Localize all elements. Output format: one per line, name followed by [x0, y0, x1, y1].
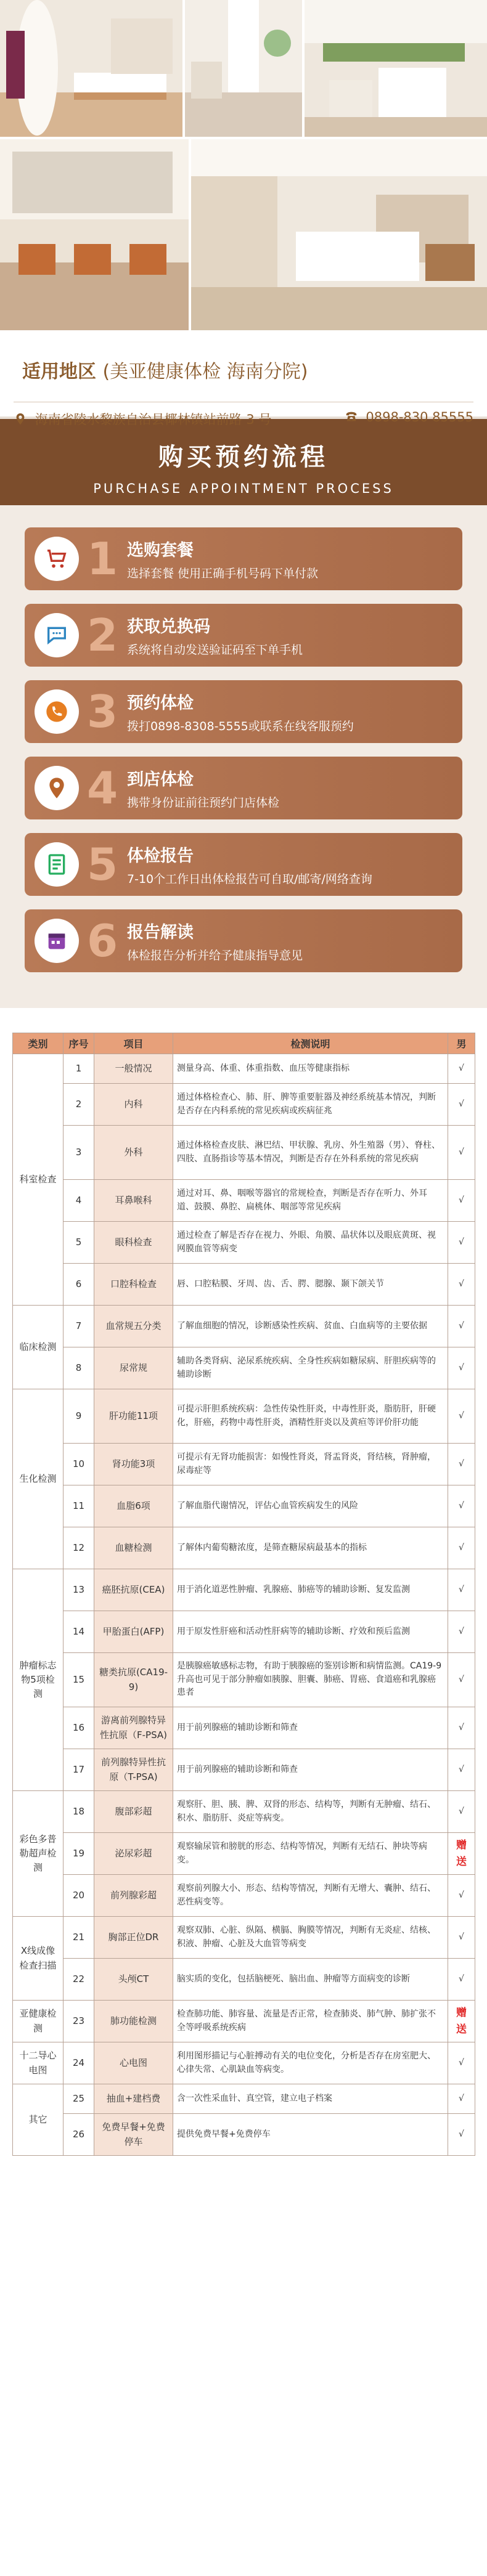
male-availability: √: [448, 1569, 475, 1611]
row-number: 25: [63, 2084, 94, 2114]
step-description: 7-10个工作日出体检报告可自取/邮寄/网络查询: [127, 872, 372, 886]
male-availability: √: [448, 2114, 475, 2156]
process-step: [25, 757, 462, 819]
step-text: [127, 613, 303, 657]
male-availability: 赠送: [448, 1833, 475, 1875]
exam-item: 外科: [94, 1126, 173, 1180]
process-step: [25, 909, 462, 972]
phone-icon: [35, 689, 79, 734]
category-cell: 其它: [13, 2084, 63, 2156]
step-description: 携带身份证前往预约门店体检: [127, 796, 280, 810]
header-category: 类别: [13, 1033, 63, 1054]
table-row: [13, 1444, 475, 1485]
exam-item: 肺功能检测: [94, 2001, 173, 2042]
step-description: 选择套餐 使用正确手机号码下单付款: [127, 567, 319, 580]
male-availability: √: [448, 1222, 475, 1264]
row-number: 21: [63, 1917, 94, 1959]
step-title: 选购套餐: [127, 541, 194, 560]
location-label: 适用地区: [22, 361, 96, 383]
table-row: [13, 1084, 475, 1126]
male-availability: √: [448, 1707, 475, 1749]
process-header: [0, 419, 487, 505]
table-row: [13, 2001, 475, 2042]
row-number: 10: [63, 1444, 94, 1485]
phone-number: 0898-830 85555: [366, 410, 473, 425]
row-number: 23: [63, 2001, 94, 2042]
row-number: 5: [63, 1222, 94, 1264]
male-availability: √: [448, 1126, 475, 1180]
table-row: [13, 1527, 475, 1569]
male-availability: √: [448, 2084, 475, 2114]
telephone-icon: [345, 410, 358, 423]
male-availability: √: [448, 1749, 475, 1791]
exam-table-section: [0, 1008, 487, 2168]
exam-description: 用于原发性肝癌和活动性肝病等的辅助诊断、疗效和预后监测: [173, 1611, 448, 1653]
step-title: 到店体检: [127, 770, 194, 789]
step-text: [127, 689, 354, 734]
exam-item: 心电图: [94, 2042, 173, 2084]
exam-description: 脑实质的变化，包括脑梗死、脑出血、肿瘤等方面病变的诊断: [173, 1959, 448, 2001]
table-row: [13, 1833, 475, 1875]
row-number: 4: [63, 1180, 94, 1222]
exam-item: 癌胚抗原(CEA): [94, 1569, 173, 1611]
location-pin-icon: [35, 766, 79, 810]
table-row: [13, 1569, 475, 1611]
table-row: [13, 1264, 475, 1306]
phone[interactable]: [345, 410, 473, 428]
exam-description: 了解血细胞的情况，诊断感染性疾病、贫血、白血病等的主要依据: [173, 1306, 448, 1347]
hallway-photo: [185, 0, 302, 137]
row-number: 24: [63, 2042, 94, 2084]
process-step: [25, 680, 462, 743]
male-availability: √: [448, 1959, 475, 2001]
male-availability: √: [448, 1347, 475, 1389]
step-title: 报告解读: [127, 923, 194, 942]
table-row: [13, 1917, 475, 1959]
male-availability: √: [448, 1180, 475, 1222]
exam-description: 了解血脂代谢情况，评估心血管疾病发生的风险: [173, 1485, 448, 1527]
process-step: [25, 527, 462, 590]
step-title: 获取兑换码: [127, 617, 210, 636]
process-steps: [0, 505, 487, 972]
process-subtitle: PURCHASE APPOINTMENT PROCESS: [93, 481, 394, 496]
step-description: 体检报告分析并给予健康指导意见: [127, 949, 303, 962]
exam-description: 了解体内葡萄糖浓度，是筛查糖尿病最基本的指标: [173, 1527, 448, 1569]
male-availability: 赠送: [448, 2001, 475, 2042]
row-number: 14: [63, 1611, 94, 1653]
category-cell: 肿瘤标志物5项检测: [13, 1569, 63, 1791]
report-icon: [35, 842, 79, 887]
exam-description: 是胰腺癌敏感标志物，有助于胰腺癌的鉴别诊断和病情监测。CA19-9升高也可见于部分肿瘤如胰腺、胆囊、肺癌、胃癌、食道癌和乳腺癌患者: [173, 1653, 448, 1707]
exam-item: 血常规五分类: [94, 1306, 173, 1347]
male-availability: √: [448, 1527, 475, 1569]
row-number: 6: [63, 1264, 94, 1306]
table-row: [13, 1485, 475, 1527]
exam-description: 测量身高、体重、体重指数、血压等健康指标: [173, 1054, 448, 1084]
address: [14, 410, 271, 428]
step-text: [127, 766, 279, 810]
exam-item: 肾功能3项: [94, 1444, 173, 1485]
category-cell: 科室检查: [13, 1054, 63, 1306]
step-number: 5: [86, 839, 118, 890]
exam-description: 通过对耳、鼻、咽喉等器官的常规检查，判断是否存在听力、外耳道、鼓膜、鼻腔、扁桃体、咽部等常见疾病: [173, 1180, 448, 1222]
category-cell: X线成像检查扫描: [13, 1917, 63, 2001]
male-availability: √: [448, 2042, 475, 2084]
row-number: 22: [63, 1959, 94, 2001]
step-title: 体检报告: [127, 847, 194, 866]
location-title: [14, 356, 473, 383]
row-number: 18: [63, 1791, 94, 1833]
exam-item: 内科: [94, 1084, 173, 1126]
male-availability: √: [448, 1791, 475, 1833]
male-availability: √: [448, 1653, 475, 1707]
exam-description: 提供免费早餐+免费停车: [173, 2114, 448, 2156]
exam-item: 免费早餐+免费停车: [94, 2114, 173, 2156]
row-number: 11: [63, 1485, 94, 1527]
branch-name: (美亚健康体检 海南分院): [102, 361, 308, 383]
exam-description: 用于前列腺癌的辅助诊断和筛查: [173, 1749, 448, 1791]
step-description: 系统将自动发送验证码至下单手机: [127, 643, 303, 657]
exam-description: 用于前列腺癌的辅助诊断和筛查: [173, 1707, 448, 1749]
exam-item: 游离前列腺特异性抗原（F-PSA): [94, 1707, 173, 1749]
male-availability: √: [448, 1264, 475, 1306]
table-row: [13, 1389, 475, 1444]
table-row: [13, 1180, 475, 1222]
table-row: [13, 2114, 475, 2156]
table-row: [13, 1054, 475, 1084]
step-text: [127, 919, 303, 963]
exam-description: 用于消化道恶性肿瘤、乳腺癌、肺癌等的辅助诊断、复发监测: [173, 1569, 448, 1611]
header-item: 项目: [94, 1033, 173, 1054]
exam-items-table: [12, 1033, 475, 2156]
table-row: [13, 1749, 475, 1791]
table-row: [13, 1959, 475, 2001]
exam-item: 血糖检测: [94, 1527, 173, 1569]
row-number: 7: [63, 1306, 94, 1347]
row-number: 8: [63, 1347, 94, 1389]
exam-description: 可提示有无肾功能损害：如慢性肾炎，肾盂肾炎，肾结核，肾肿瘤，尿毒症等: [173, 1444, 448, 1485]
male-availability: √: [448, 1444, 475, 1485]
exam-description: 观察输尿管和膀胱的形态、结构等情况，判断有无结石、肿块等病变。: [173, 1833, 448, 1875]
row-number: 20: [63, 1875, 94, 1917]
exam-description: 检查肺功能、肺容量、流量是否正常，检查肺炎、肺气肿、肺扩张不全等呼吸系统疾病: [173, 2001, 448, 2042]
process-step: [25, 604, 462, 667]
row-number: 26: [63, 2114, 94, 2156]
exam-item: 耳鼻喉科: [94, 1180, 173, 1222]
table-row: [13, 1222, 475, 1264]
row-number: 17: [63, 1749, 94, 1791]
step-title: 预约体检: [127, 694, 194, 713]
male-availability: √: [448, 1917, 475, 1959]
header-number: 序号: [63, 1033, 94, 1054]
exam-item: 头颅CT: [94, 1959, 173, 2001]
category-cell: 十二导心电图: [13, 2042, 63, 2084]
category-cell: 彩色多普勒超声检测: [13, 1791, 63, 1917]
exam-item: 泌尿彩超: [94, 1833, 173, 1875]
header-description: 检测说明: [173, 1033, 448, 1054]
exam-item: 眼科检查: [94, 1222, 173, 1264]
exam-description: 利用图形描记与心脏搏动有关的电位变化，分析是否存在房室肥大、心律失常、心肌缺血等病变。: [173, 2042, 448, 2084]
table-row: [13, 1306, 475, 1347]
table-row: [13, 1126, 475, 1180]
male-availability: √: [448, 1389, 475, 1444]
step-text: [127, 537, 318, 581]
row-number: 12: [63, 1527, 94, 1569]
category-cell: 临床检测: [13, 1306, 63, 1389]
exam-description: 通过体格检查心、肺、肝、脾等重要脏器及神经系统基本情况，判断是否存在内科系统的常见疾病或疾病征兆: [173, 1084, 448, 1126]
reception-photo: [0, 0, 182, 137]
step-text: [127, 842, 372, 887]
row-number: 13: [63, 1569, 94, 1611]
exam-item: 血脂6项: [94, 1485, 173, 1527]
table-row: [13, 1653, 475, 1707]
exam-item: 腹部彩超: [94, 1791, 173, 1833]
location-pin-icon: [14, 412, 27, 426]
category-cell: 生化检测: [13, 1389, 63, 1569]
exam-description: 观察肝、胆、胰、脾、双肾的形态、结构等，判断有无肿瘤、结石、积水、脂肪肝、炎症等病变。: [173, 1791, 448, 1833]
table-row: [13, 2042, 475, 2084]
exam-description: 观察前列腺大小、形态、结构等情况，判断有无增大、囊肿、结石、恶性病变等。: [173, 1875, 448, 1917]
lounge-photo: [305, 0, 487, 137]
exam-item: 抽血+建档费: [94, 2084, 173, 2114]
exam-item: 胸部正位DR: [94, 1917, 173, 1959]
step-number: 1: [86, 533, 118, 585]
row-number: 16: [63, 1707, 94, 1749]
exam-item: 口腔科检查: [94, 1264, 173, 1306]
row-number: 1: [63, 1054, 94, 1084]
exam-description: 辅助各类肾病、泌尿系统疾病、全身性疾病如糖尿病、肝胆疾病等的辅助诊断: [173, 1347, 448, 1389]
table-row: [13, 1707, 475, 1749]
step-number: 6: [86, 915, 118, 967]
process-title: 购买预约流程: [158, 443, 329, 471]
table-row: [13, 1875, 475, 1917]
address-text: 海南省陵水黎族自治县椰林镇站前路 3 号: [35, 412, 272, 427]
exam-description: 可提示肝胆系统疾病：急性传染性肝炎，中毒性肝炎，脂肪肝，肝硬化，肝癌，药物中毒性肝炎，酒精性肝炎以及黄疸等评价肝功能: [173, 1389, 448, 1444]
male-availability: √: [448, 1485, 475, 1527]
step-number: 3: [86, 686, 118, 737]
exam-description: 观察双肺、心脏、纵隔、横膈、胸膜等情况，判断有无炎症、结核、积液、肿瘤、心脏及大血管等病变: [173, 1917, 448, 1959]
row-number: 15: [63, 1653, 94, 1707]
exam-item: 前列腺特异性抗原（T-PSA): [94, 1749, 173, 1791]
process-step: [25, 833, 462, 896]
male-availability: √: [448, 1054, 475, 1084]
male-availability: √: [448, 1611, 475, 1653]
exam-description: 含一次性采血针、真空管，建立电子档案: [173, 2084, 448, 2114]
row-number: 9: [63, 1389, 94, 1444]
vip-room-photo: [191, 139, 487, 330]
table-row: [13, 1611, 475, 1653]
table-header-row: [13, 1033, 475, 1054]
row-number: 19: [63, 1833, 94, 1875]
category-cell: 亚健康检测: [13, 2001, 63, 2042]
exam-item: 前列腺彩超: [94, 1875, 173, 1917]
clinic-photo-collage: [0, 0, 487, 333]
exam-description: 唇、口腔粘膜、牙周、齿、舌、腭、腮腺、颞下颌关节: [173, 1264, 448, 1306]
row-number: 2: [63, 1084, 94, 1126]
exam-item: 肝功能11项: [94, 1389, 173, 1444]
exam-item: 一般情况: [94, 1054, 173, 1084]
exam-description: 通过体格检查皮肤、淋巴结、甲状腺、乳房、外生殖器（男）、脊柱、四肢、直肠指诊等基本情况，判断是否存在外科系统的常见疾病: [173, 1126, 448, 1180]
table-row: [13, 1347, 475, 1389]
exam-description: 通过检查了解是否存在视力、外眼、角膜、晶状体以及眼底黄斑、视网膜血管等病变: [173, 1222, 448, 1264]
step-number: 4: [86, 762, 118, 814]
male-availability: √: [448, 1084, 475, 1126]
exam-item: 尿常规: [94, 1347, 173, 1389]
cart-icon: [35, 537, 79, 581]
process-section: [0, 419, 487, 1008]
male-availability: √: [448, 1306, 475, 1347]
exam-item: 糖类抗原(CA19-9): [94, 1653, 173, 1707]
step-number: 2: [86, 609, 118, 661]
table-row: [13, 1791, 475, 1833]
header-male: 男: [448, 1033, 475, 1054]
step-description: 拨打0898-8308-5555或联系在线客服预约: [127, 720, 354, 733]
waiting-area-photo: [0, 139, 189, 330]
location-section: [0, 333, 487, 427]
row-number: 3: [63, 1126, 94, 1180]
contact-line: [14, 402, 473, 428]
exam-item: 甲胎蛋白(AFP): [94, 1611, 173, 1653]
calendar-icon: [35, 919, 79, 963]
chat-icon: [35, 613, 79, 657]
table-row: [13, 2084, 475, 2114]
male-availability: √: [448, 1875, 475, 1917]
